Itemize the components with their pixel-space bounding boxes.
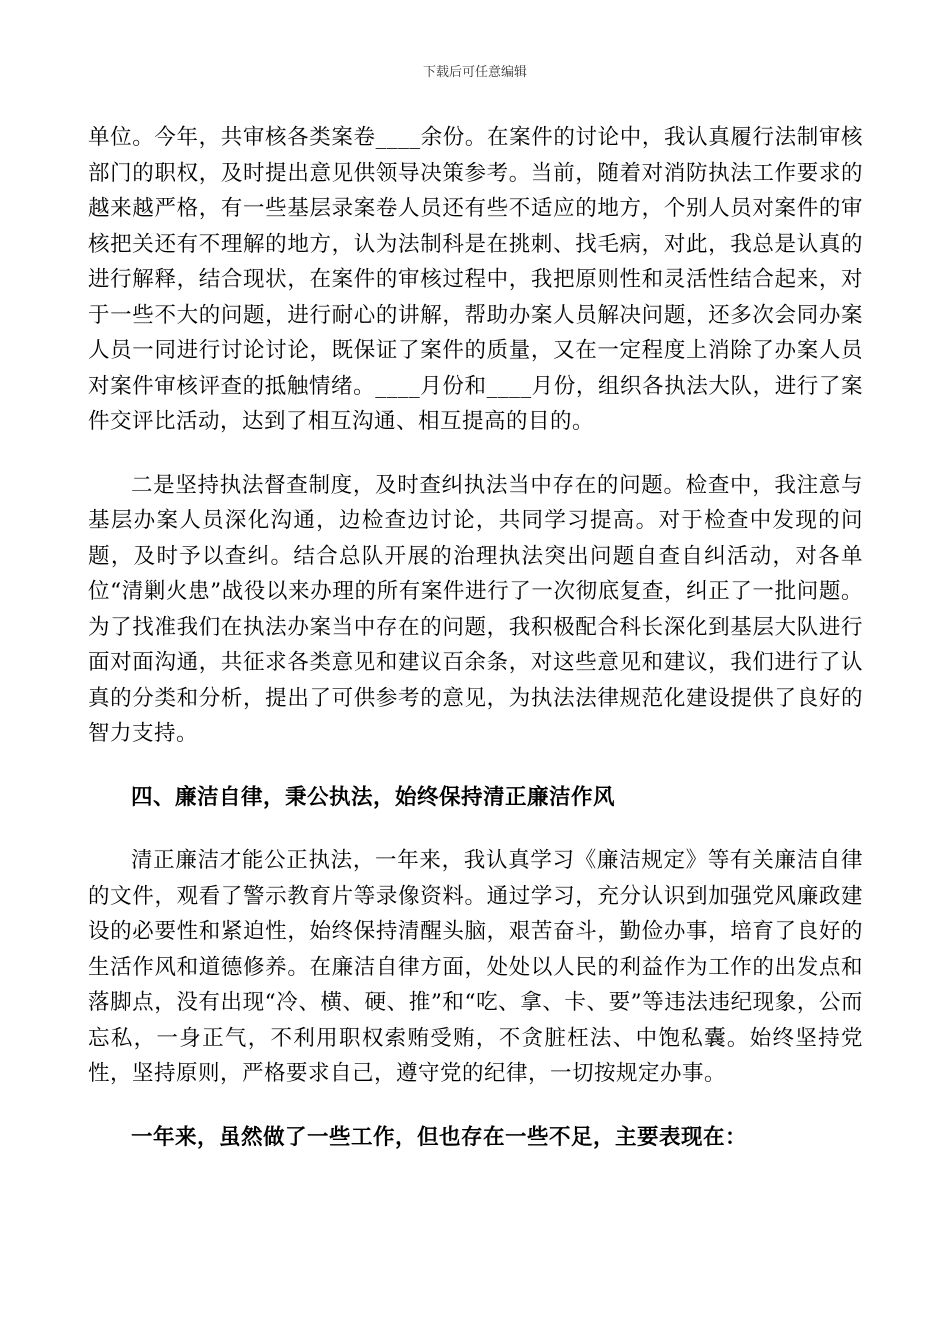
- paragraph-integrity: 清正廉洁才能公正执法，一年来，我认真学习《廉洁规定》等有关廉洁自律的文件，观看了警示教育片等录像资料。通过学习，充分认识到加强党风廉政建设的必要性和紧迫性，始终保持清醒头脑，艰苦奋斗，勤俭办事，培育了良好的生活作风和道德修养。在廉洁自律方面，处处以人民的利益作为工作的出发点和落脚点，没有出现“冷、横、硬、推”和“吃、拿、卡、要”等违法违纪现象，公而忘私，一身正气，不利用职权索贿受贿，不贪脏枉法、中饱私囊。始终坚持党性，坚持原则，严格要求自己，遵守党的纪律，一切按规定办事。: [88, 848, 863, 1086]
- page-header-note: 下载后可任意编辑: [422, 65, 527, 80]
- paragraph-case-review: 单位。今年，共审核各类案卷____余份。在案件的讨论中，我认真履行法制审核部门的职权，及时提出意见供领导决策参考。当前，随着对消防执法工作要求的越来越严格，有一些基层录案卷人员还有些不适应的地方，个别人员对案件的审核把关还有不理解的地方，认为法制科是在挑刺、找毛病，对此，我总是认真的进行解释，结合现状，在案件的审核过程中，我把原则性和灵活性结合起来，对于一些不大的问题，进行耐心的讲解，帮助办案人员解决问题，还多次会同办案人员一同进行讨论讨论，既保证了案件的质量，又在一定程度上消除了办案人员对案件审核评查的抵触情绪。____月份和____月份，组织各执法大队，进行了案件交评比活动，达到了相互沟通、相互提高的目的。: [88, 125, 863, 434]
- paragraph-shortcomings-intro: 一年来，虽然做了一些工作，但也存在一些不足，主要表现在：: [131, 1124, 748, 1150]
- paragraph-supervision: 二是坚持执法督查制度，及时查纠执法当中存在的问题。检查中，我注意与基层办案人员深化沟通，边检查边讨论，共同学习提高。对于检查中发现的问题，及时予以查纠。结合总队开展的治理执法突出问题自查自纠活动，对各单位“清剿火患”战役以来办理的所有案件进行了一次彻底复查，纠正了一批问题。为了找准我们在执法办案当中存在的问题，我积极配合科长深化到基层大队进行面对面沟通，共征求各类意见和建议百余条，对这些意见和建议，我们进行了认真的分类和分析，提出了可供参考的意见，为执法法律规范化建设提供了良好的智力支持。: [88, 472, 863, 746]
- document-body: [88, 120, 863, 1155]
- section-heading-integrity: 四、廉洁自律，秉公执法，始终保持清正廉洁作风: [131, 784, 616, 810]
